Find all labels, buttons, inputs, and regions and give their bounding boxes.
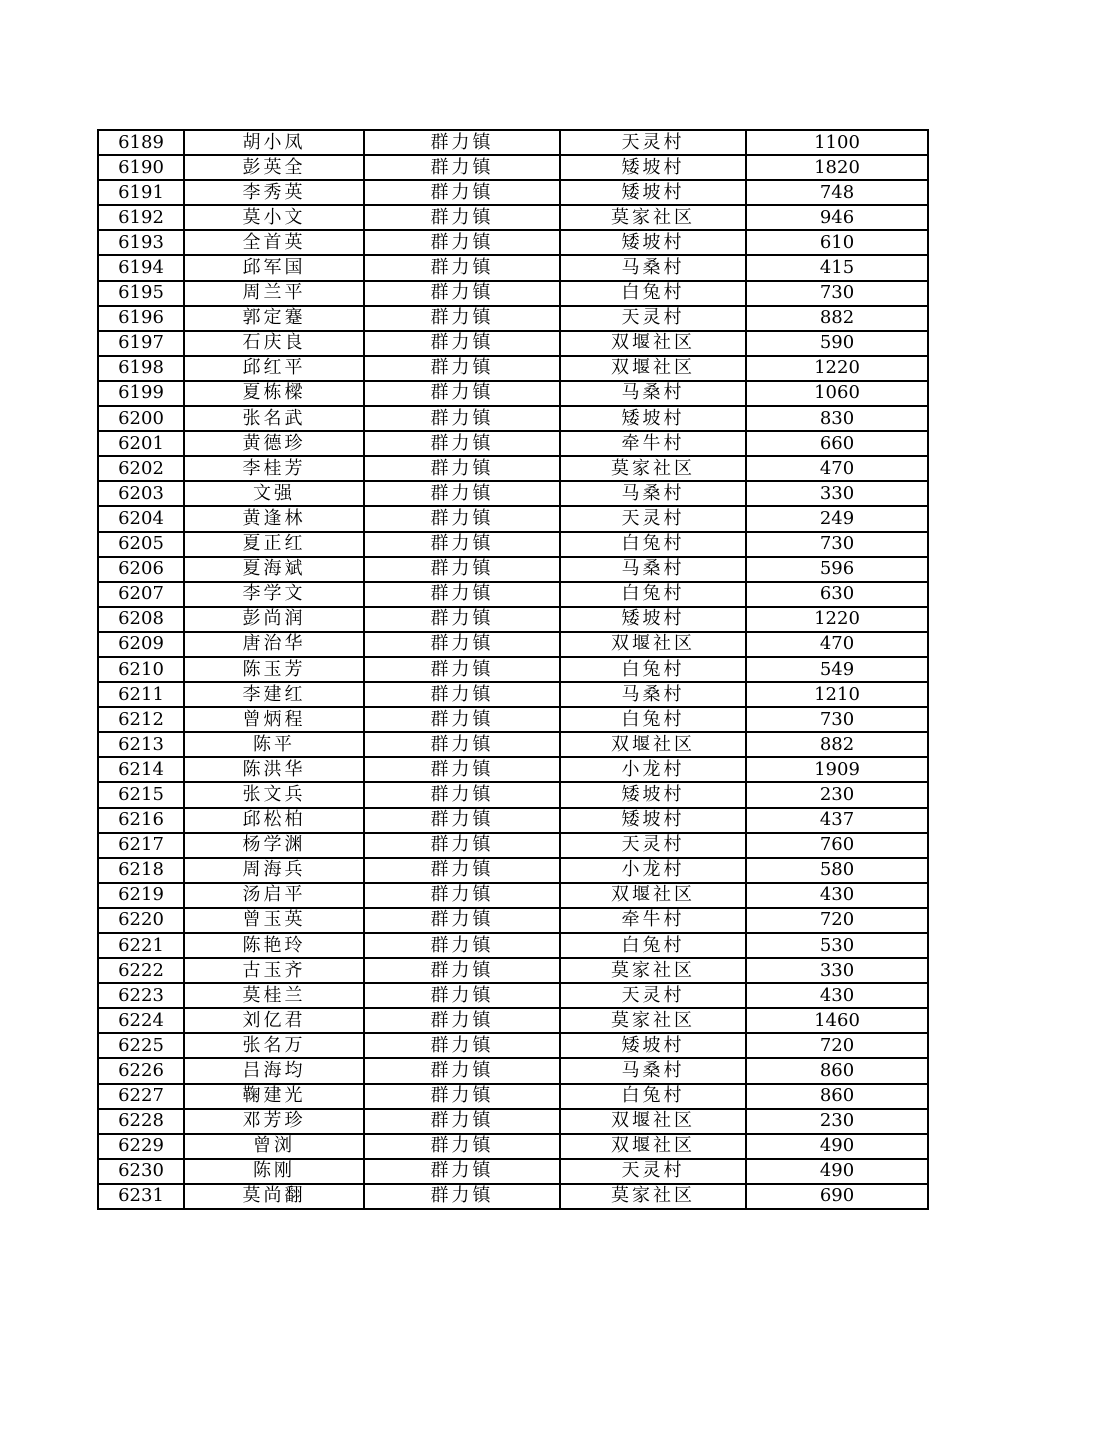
row-id-cell: 6201: [98, 431, 184, 456]
row-id-cell: 6215: [98, 782, 184, 807]
village-cell: 莫家社区: [560, 1008, 746, 1033]
town-cell: 群力镇: [364, 456, 560, 481]
town-cell: 群力镇: [364, 682, 560, 707]
row-id-cell: 6204: [98, 506, 184, 531]
row-id-cell: 6193: [98, 230, 184, 255]
town-cell: 群力镇: [364, 205, 560, 230]
row-id-cell: 6217: [98, 833, 184, 858]
table-row: [98, 858, 928, 883]
row-id-cell: 6220: [98, 908, 184, 933]
amount-cell: 490: [746, 1159, 928, 1184]
village-cell: 马桑村: [560, 255, 746, 280]
row-id-cell: 6229: [98, 1134, 184, 1159]
amount-cell: 549: [746, 657, 928, 682]
village-cell: 双堰社区: [560, 883, 746, 908]
village-cell: 马桑村: [560, 557, 746, 582]
village-cell: 白兔村: [560, 1084, 746, 1109]
amount-cell: 249: [746, 506, 928, 531]
name-cell: 陈玉芳: [184, 657, 364, 682]
row-id-cell: 6207: [98, 582, 184, 607]
amount-cell: 415: [746, 255, 928, 280]
village-cell: 天灵村: [560, 833, 746, 858]
name-cell: 唐治华: [184, 632, 364, 657]
amount-cell: 860: [746, 1058, 928, 1083]
town-cell: 群力镇: [364, 1033, 560, 1058]
table-row: [98, 958, 928, 983]
row-id-cell: 6198: [98, 356, 184, 381]
town-cell: 群力镇: [364, 1084, 560, 1109]
name-cell: 邱红平: [184, 356, 364, 381]
village-cell: 莫家社区: [560, 958, 746, 983]
row-id-cell: 6208: [98, 607, 184, 632]
name-cell: 莫小文: [184, 205, 364, 230]
town-cell: 群力镇: [364, 1109, 560, 1134]
row-id-cell: 6210: [98, 657, 184, 682]
amount-cell: 330: [746, 958, 928, 983]
town-cell: 群力镇: [364, 1159, 560, 1184]
name-cell: 邱松柏: [184, 808, 364, 833]
village-cell: 牵牛村: [560, 908, 746, 933]
village-cell: 白兔村: [560, 281, 746, 306]
amount-cell: 1210: [746, 682, 928, 707]
name-cell: 文强: [184, 481, 364, 506]
row-id-cell: 6212: [98, 707, 184, 732]
table-row: [98, 732, 928, 757]
town-cell: 群力镇: [364, 481, 560, 506]
row-id-cell: 6228: [98, 1109, 184, 1134]
amount-cell: 748: [746, 180, 928, 205]
amount-cell: 1100: [746, 130, 928, 155]
table-row: [98, 230, 928, 255]
town-cell: 群力镇: [364, 306, 560, 331]
village-cell: 矮坡村: [560, 406, 746, 431]
amount-cell: 660: [746, 431, 928, 456]
amount-cell: 590: [746, 331, 928, 356]
town-cell: 群力镇: [364, 757, 560, 782]
table-row: [98, 1084, 928, 1109]
town-cell: 群力镇: [364, 506, 560, 531]
table-row: [98, 506, 928, 531]
name-cell: 周海兵: [184, 858, 364, 883]
table-row: [98, 281, 928, 306]
village-cell: 莫家社区: [560, 205, 746, 230]
village-cell: 牵牛村: [560, 431, 746, 456]
row-id-cell: 6203: [98, 481, 184, 506]
village-cell: 双堰社区: [560, 632, 746, 657]
table-row: [98, 657, 928, 682]
town-cell: 群力镇: [364, 1008, 560, 1033]
name-cell: 李桂芳: [184, 456, 364, 481]
amount-cell: 330: [746, 481, 928, 506]
name-cell: 陈平: [184, 732, 364, 757]
village-cell: 天灵村: [560, 130, 746, 155]
name-cell: 邱军国: [184, 255, 364, 280]
row-id-cell: 6200: [98, 406, 184, 431]
town-cell: 群力镇: [364, 833, 560, 858]
amount-cell: 760: [746, 833, 928, 858]
amount-cell: 1220: [746, 607, 928, 632]
town-cell: 群力镇: [364, 255, 560, 280]
town-cell: 群力镇: [364, 130, 560, 155]
table-row: [98, 406, 928, 431]
row-id-cell: 6195: [98, 281, 184, 306]
amount-cell: 490: [746, 1134, 928, 1159]
name-cell: 曾玉英: [184, 908, 364, 933]
name-cell: 夏正红: [184, 532, 364, 557]
amount-cell: 630: [746, 582, 928, 607]
name-cell: 莫桂兰: [184, 983, 364, 1008]
village-cell: 矮坡村: [560, 180, 746, 205]
town-cell: 群力镇: [364, 1058, 560, 1083]
table-row: [98, 632, 928, 657]
amount-cell: 1820: [746, 155, 928, 180]
row-id-cell: 6222: [98, 958, 184, 983]
name-cell: 夏栋樑: [184, 381, 364, 406]
row-id-cell: 6209: [98, 632, 184, 657]
table-body: [98, 130, 928, 1209]
amount-cell: 596: [746, 557, 928, 582]
row-id-cell: 6225: [98, 1033, 184, 1058]
name-cell: 夏海斌: [184, 557, 364, 582]
village-cell: 白兔村: [560, 582, 746, 607]
village-cell: 天灵村: [560, 1159, 746, 1184]
village-cell: 马桑村: [560, 1058, 746, 1083]
name-cell: 周兰平: [184, 281, 364, 306]
amount-cell: 720: [746, 1033, 928, 1058]
name-cell: 陈洪华: [184, 757, 364, 782]
table-row: [98, 306, 928, 331]
village-cell: 小龙村: [560, 858, 746, 883]
name-cell: 汤启平: [184, 883, 364, 908]
village-cell: 白兔村: [560, 707, 746, 732]
amount-cell: 1060: [746, 381, 928, 406]
table-row: [98, 1058, 928, 1083]
table-row: [98, 1008, 928, 1033]
name-cell: 吕海均: [184, 1058, 364, 1083]
table-row: [98, 381, 928, 406]
row-id-cell: 6216: [98, 808, 184, 833]
village-cell: 天灵村: [560, 306, 746, 331]
amount-cell: 1909: [746, 757, 928, 782]
amount-cell: 610: [746, 230, 928, 255]
row-id-cell: 6223: [98, 983, 184, 1008]
name-cell: 莫尚翻: [184, 1184, 364, 1209]
table-row: [98, 757, 928, 782]
table-row: [98, 205, 928, 230]
village-cell: 双堰社区: [560, 732, 746, 757]
table-row: [98, 983, 928, 1008]
table-row: [98, 456, 928, 481]
name-cell: 全首英: [184, 230, 364, 255]
town-cell: 群力镇: [364, 732, 560, 757]
amount-cell: 580: [746, 858, 928, 883]
table-row: [98, 908, 928, 933]
town-cell: 群力镇: [364, 431, 560, 456]
name-cell: 曾浏: [184, 1134, 364, 1159]
village-cell: 白兔村: [560, 933, 746, 958]
row-id-cell: 6196: [98, 306, 184, 331]
row-id-cell: 6221: [98, 933, 184, 958]
town-cell: 群力镇: [364, 582, 560, 607]
village-cell: 天灵村: [560, 983, 746, 1008]
amount-cell: 530: [746, 933, 928, 958]
name-cell: 张文兵: [184, 782, 364, 807]
name-cell: 杨学渊: [184, 833, 364, 858]
amount-cell: 882: [746, 732, 928, 757]
town-cell: 群力镇: [364, 532, 560, 557]
data-table: [97, 129, 929, 1210]
name-cell: 张名万: [184, 1033, 364, 1058]
town-cell: 群力镇: [364, 983, 560, 1008]
name-cell: 曾炳程: [184, 707, 364, 732]
name-cell: 黄逢林: [184, 506, 364, 531]
town-cell: 群力镇: [364, 1134, 560, 1159]
name-cell: 黄德珍: [184, 431, 364, 456]
row-id-cell: 6190: [98, 155, 184, 180]
table-row: [98, 1159, 928, 1184]
name-cell: 张名武: [184, 406, 364, 431]
town-cell: 群力镇: [364, 632, 560, 657]
table-row: [98, 431, 928, 456]
row-id-cell: 6219: [98, 883, 184, 908]
amount-cell: 720: [746, 908, 928, 933]
amount-cell: 860: [746, 1084, 928, 1109]
row-id-cell: 6197: [98, 331, 184, 356]
town-cell: 群力镇: [364, 557, 560, 582]
amount-cell: 946: [746, 205, 928, 230]
town-cell: 群力镇: [364, 230, 560, 255]
name-cell: 邓芳珍: [184, 1109, 364, 1134]
name-cell: 陈艳玲: [184, 933, 364, 958]
name-cell: 刘亿君: [184, 1008, 364, 1033]
amount-cell: 690: [746, 1184, 928, 1209]
table-row: [98, 356, 928, 381]
table-row: [98, 883, 928, 908]
village-cell: 双堰社区: [560, 356, 746, 381]
row-id-cell: 6224: [98, 1008, 184, 1033]
town-cell: 群力镇: [364, 933, 560, 958]
row-id-cell: 6218: [98, 858, 184, 883]
row-id-cell: 6227: [98, 1084, 184, 1109]
table-row: [98, 782, 928, 807]
town-cell: 群力镇: [364, 607, 560, 632]
amount-cell: 730: [746, 532, 928, 557]
name-cell: 李秀英: [184, 180, 364, 205]
table-row: [98, 833, 928, 858]
town-cell: 群力镇: [364, 883, 560, 908]
amount-cell: 730: [746, 707, 928, 732]
name-cell: 胡小凤: [184, 130, 364, 155]
row-id-cell: 6213: [98, 732, 184, 757]
town-cell: 群力镇: [364, 281, 560, 306]
village-cell: 天灵村: [560, 506, 746, 531]
amount-cell: 470: [746, 456, 928, 481]
village-cell: 莫家社区: [560, 1184, 746, 1209]
table-row: [98, 682, 928, 707]
amount-cell: 1460: [746, 1008, 928, 1033]
table-row: [98, 130, 928, 155]
row-id-cell: 6205: [98, 532, 184, 557]
town-cell: 群力镇: [364, 331, 560, 356]
table-row: [98, 1109, 928, 1134]
village-cell: 双堰社区: [560, 1109, 746, 1134]
row-id-cell: 6191: [98, 180, 184, 205]
name-cell: 古玉齐: [184, 958, 364, 983]
town-cell: 群力镇: [364, 808, 560, 833]
name-cell: 郭定蹇: [184, 306, 364, 331]
row-id-cell: 6192: [98, 205, 184, 230]
village-cell: 双堰社区: [560, 331, 746, 356]
table-row: [98, 808, 928, 833]
row-id-cell: 6194: [98, 255, 184, 280]
row-id-cell: 6231: [98, 1184, 184, 1209]
amount-cell: 730: [746, 281, 928, 306]
village-cell: 矮坡村: [560, 155, 746, 180]
town-cell: 群力镇: [364, 657, 560, 682]
name-cell: 李学文: [184, 582, 364, 607]
village-cell: 白兔村: [560, 657, 746, 682]
table-row: [98, 582, 928, 607]
name-cell: 彭尚润: [184, 607, 364, 632]
table-row: [98, 331, 928, 356]
row-id-cell: 6214: [98, 757, 184, 782]
village-cell: 莫家社区: [560, 456, 746, 481]
amount-cell: 882: [746, 306, 928, 331]
village-cell: 马桑村: [560, 682, 746, 707]
table-row: [98, 1184, 928, 1209]
row-id-cell: 6199: [98, 381, 184, 406]
town-cell: 群力镇: [364, 381, 560, 406]
village-cell: 矮坡村: [560, 1033, 746, 1058]
name-cell: 石庆良: [184, 331, 364, 356]
amount-cell: 430: [746, 883, 928, 908]
village-cell: 双堰社区: [560, 1134, 746, 1159]
row-id-cell: 6226: [98, 1058, 184, 1083]
amount-cell: 230: [746, 1109, 928, 1134]
table-row: [98, 707, 928, 732]
name-cell: 鞠建光: [184, 1084, 364, 1109]
row-id-cell: 6189: [98, 130, 184, 155]
amount-cell: 230: [746, 782, 928, 807]
table-row: [98, 1033, 928, 1058]
table-row: [98, 557, 928, 582]
town-cell: 群力镇: [364, 782, 560, 807]
table-row: [98, 180, 928, 205]
table-row: [98, 607, 928, 632]
name-cell: 陈刚: [184, 1159, 364, 1184]
village-cell: 马桑村: [560, 481, 746, 506]
village-cell: 白兔村: [560, 532, 746, 557]
village-cell: 矮坡村: [560, 607, 746, 632]
village-cell: 矮坡村: [560, 230, 746, 255]
village-cell: 小龙村: [560, 757, 746, 782]
town-cell: 群力镇: [364, 1184, 560, 1209]
town-cell: 群力镇: [364, 155, 560, 180]
table-row: [98, 155, 928, 180]
village-cell: 矮坡村: [560, 808, 746, 833]
amount-cell: 830: [746, 406, 928, 431]
table-row: [98, 481, 928, 506]
town-cell: 群力镇: [364, 180, 560, 205]
row-id-cell: 6230: [98, 1159, 184, 1184]
village-cell: 矮坡村: [560, 782, 746, 807]
town-cell: 群力镇: [364, 958, 560, 983]
row-id-cell: 6206: [98, 557, 184, 582]
table-row: [98, 1134, 928, 1159]
town-cell: 群力镇: [364, 858, 560, 883]
table-row: [98, 255, 928, 280]
town-cell: 群力镇: [364, 356, 560, 381]
town-cell: 群力镇: [364, 908, 560, 933]
town-cell: 群力镇: [364, 707, 560, 732]
row-id-cell: 6211: [98, 682, 184, 707]
village-cell: 马桑村: [560, 381, 746, 406]
amount-cell: 430: [746, 983, 928, 1008]
table-row: [98, 933, 928, 958]
amount-cell: 437: [746, 808, 928, 833]
name-cell: 彭英全: [184, 155, 364, 180]
row-id-cell: 6202: [98, 456, 184, 481]
amount-cell: 1220: [746, 356, 928, 381]
amount-cell: 470: [746, 632, 928, 657]
name-cell: 李建红: [184, 682, 364, 707]
table-row: [98, 532, 928, 557]
town-cell: 群力镇: [364, 406, 560, 431]
